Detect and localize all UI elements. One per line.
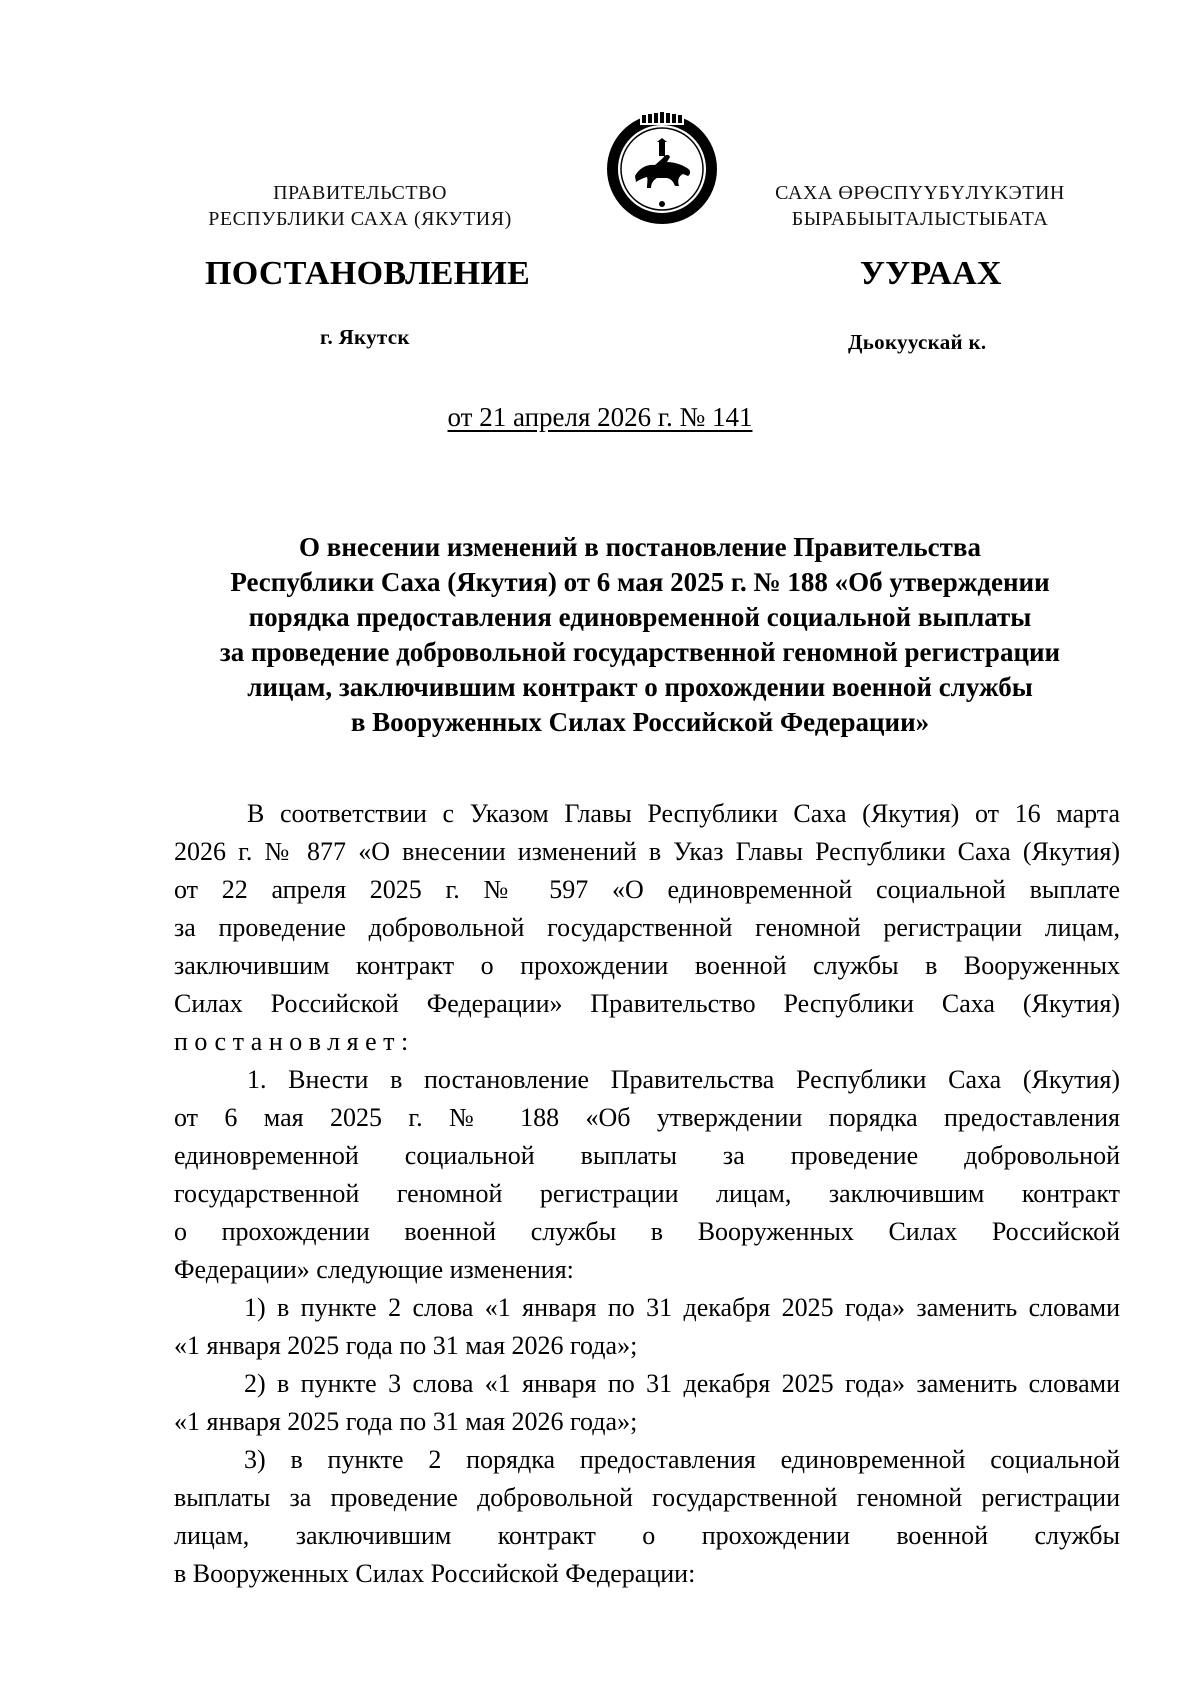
- title-line: в Вооруженных Силах Российской Федерации»: [350, 707, 930, 737]
- body-line: выплаты за проведение добровольной государственной геномной регистрации: [174, 1483, 1120, 1512]
- document-date-number: [0, 402, 1200, 433]
- body-line: за проведение добровольной государственной геномной регистрации лицам,: [174, 913, 1120, 942]
- body-line: заключившим контракт о прохождении военной службы в Вооруженных: [174, 951, 1120, 980]
- government-name-sakha: [720, 180, 1120, 232]
- body-line: 3) в пункте 2 порядка предоставления единовременной социальной: [244, 1445, 1120, 1474]
- body-line: о прохождении военной службы в Вооруженных Силах Российской: [174, 1217, 1120, 1246]
- body-line: «1 января 2025 года по 31 мая 2026 года»;: [174, 1331, 638, 1360]
- body-line: постановляет:: [174, 1027, 415, 1056]
- body-line: В соответствии с Указом Главы Республики Саха (Якутия) от 16 марта: [247, 799, 1120, 828]
- government-name-russian: [150, 180, 570, 232]
- date-number-text: от 21 апреля 2026 г. № 141: [447, 402, 753, 432]
- title-line: Республики Саха (Якутия) от 6 мая 2025 г. № 188 «Об утверждении: [230, 567, 1050, 597]
- doc-type-russian: ПОСТАНОВЛЕНИЕ: [205, 255, 531, 292]
- org-line: ПРАВИТЕЛЬСТВО: [273, 182, 447, 204]
- title-line: лицам, заключившим контракт о прохождении военной службы: [247, 672, 1033, 702]
- body-line: Федерации» следующие изменения:: [174, 1255, 574, 1284]
- body-line: от 22 апреля 2025 г. № 597 «О единовременной социальной выплате: [174, 875, 1120, 904]
- doc-type-sakha: УУРААХ: [860, 255, 1002, 292]
- republic-emblem-icon: [603, 110, 721, 228]
- body-line: государственной геномной регистрации лицам, заключившим контракт: [174, 1179, 1120, 1208]
- body-line: 1. Внести в постановление Правительства Республики Саха (Якутия): [247, 1065, 1120, 1094]
- body-line: от 6 мая 2025 г. № 188 «Об утверждении порядка предоставления: [174, 1103, 1120, 1132]
- city-russian: г. Якутск: [320, 325, 410, 349]
- document-body: [174, 795, 1120, 1593]
- body-line: единовременной социальной выплаты за проведение добровольной: [174, 1141, 1120, 1170]
- org-line: БЫРАБЫЫТАЛЫСТЫБАТА: [791, 208, 1049, 230]
- body-line: 2026 г. № 877 «О внесении изменений в Указ Главы Республики Саха (Якутия): [174, 837, 1120, 866]
- city-sakha: Дьокуускай к.: [848, 330, 987, 354]
- body-line: лицам, заключившим контракт о прохождении военной службы: [174, 1521, 1120, 1550]
- title-line: О внесении изменений в постановление Правительства: [299, 532, 981, 562]
- body-line: 1) в пункте 2 слова «1 января по 31 декабря 2025 года» заменить словами: [244, 1293, 1120, 1322]
- org-line: САХА ӨРӨСПҮҮБҮЛҮКЭТИН: [775, 182, 1065, 204]
- title-line: за проведение добровольной государственной геномной регистрации: [219, 637, 1061, 667]
- title-line: порядка предоставления единовременной социальной выплаты: [248, 602, 1032, 632]
- org-line: РЕСПУБЛИКИ САХА (ЯКУТИЯ): [208, 208, 512, 230]
- body-line: 2) в пункте 3 слова «1 января по 31 декабря 2025 года» заменить словами: [244, 1369, 1120, 1398]
- body-line: в Вооруженных Силах Российской Федерации:: [174, 1559, 696, 1588]
- body-line: Силах Российской Федерации» Правительство Республики Саха (Якутия): [174, 989, 1120, 1018]
- document-title: [160, 530, 1120, 740]
- body-line: «1 января 2025 года по 31 мая 2026 года»;: [174, 1407, 638, 1436]
